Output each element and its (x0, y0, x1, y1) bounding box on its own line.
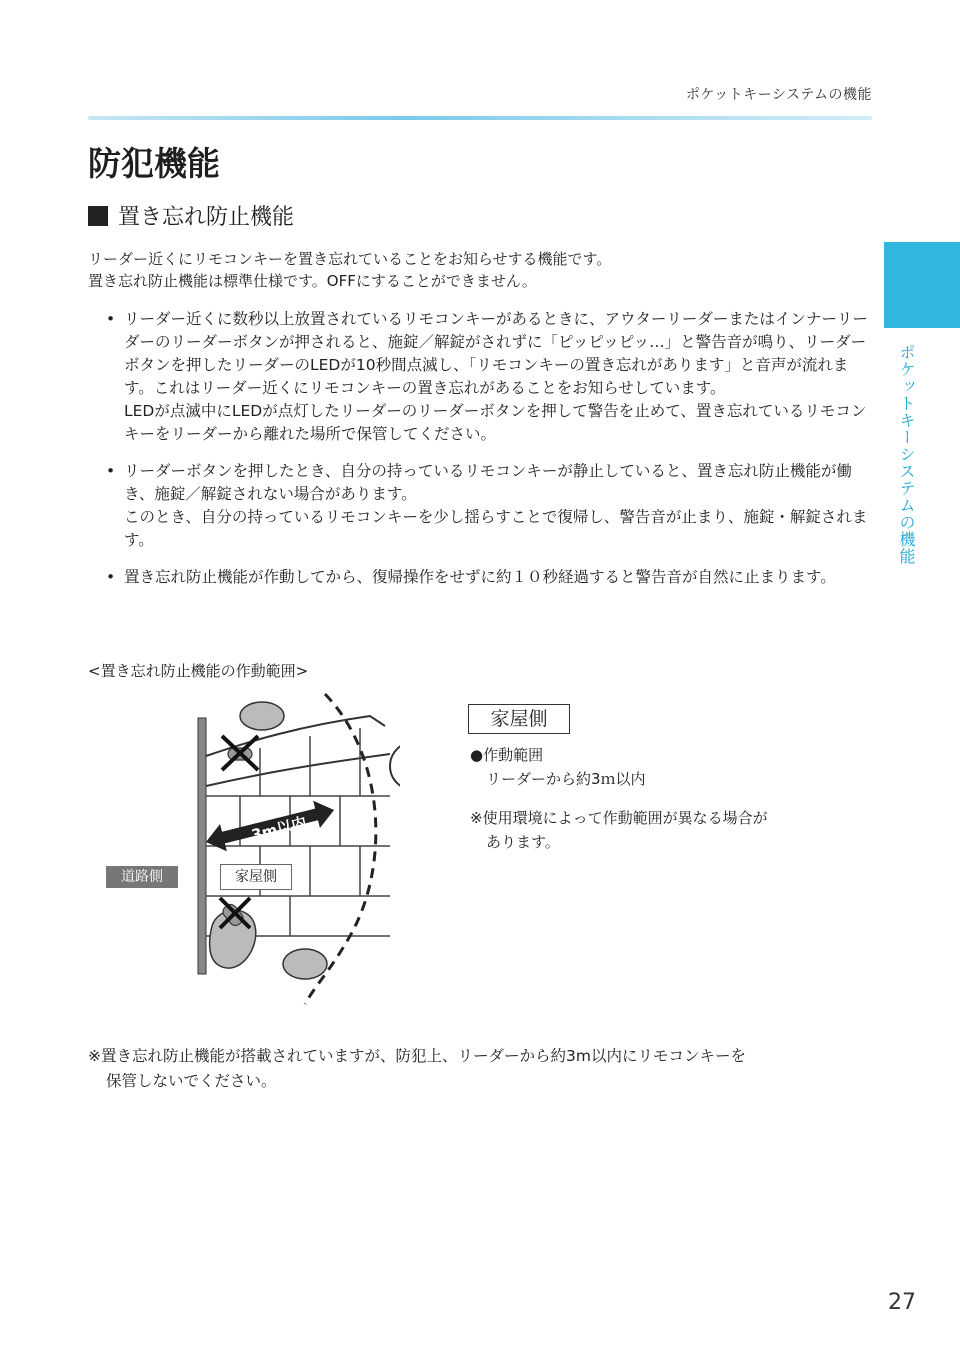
figure-note-line: ※使用環境によって作動範囲が異なる場合が (470, 809, 768, 827)
square-bullet-icon (88, 206, 108, 226)
side-tab-marker (884, 242, 960, 328)
house-side-label: 家屋側 (468, 704, 570, 734)
page-title: 防犯機能 (88, 144, 220, 183)
bullet-paragraph: • 置き忘れ防止機能が作動してから、復帰操作をせずに約１０秒経過すると警告音が自然に止まります。 (124, 568, 836, 586)
remote-key-crossed-icon (222, 736, 258, 770)
running-header: ポケットキーシステムの機能 (685, 87, 872, 103)
section-title-text: 置き忘れ防止機能 (118, 205, 295, 230)
bullet-list (104, 308, 876, 603)
arrow-label: 3m以内 (249, 813, 309, 845)
bottom-note (88, 1044, 888, 1094)
reader-device-icon (390, 742, 400, 790)
side-tab-label: ポケットキーシステムの機能 (897, 344, 916, 565)
bullet-paragraph: このとき、自分の持っているリモコンキーを少し揺らすことで復帰し、警告音が止まり、施錠・解錠されます。 (124, 508, 868, 549)
intro-text (88, 248, 878, 292)
header-rule (88, 116, 872, 120)
page-number: 27 (888, 1290, 916, 1315)
house-side-small-label: 家屋側 (220, 864, 292, 890)
road-side-label: 道路側 (106, 866, 178, 888)
wall-post (198, 718, 206, 974)
stone-icon (240, 702, 284, 730)
bullet-paragraph: LEDが点滅中にLEDが点灯したリーダーのリーダーボタンを押して警告を止めて、置き忘れているリモコンキーをリーダーから離れた場所で保管してください。 (124, 402, 867, 443)
bullet-item (104, 460, 876, 552)
figure-note-line: あります。 (486, 833, 560, 851)
intro-line: リーダー近くにリモコンキーを置き忘れていることをお知らせする機能です。 (88, 250, 612, 268)
range-description: リーダーから約3ｍ以内 (486, 770, 646, 788)
bullet-paragraph: • リーダー近くに数秒以上放置されているリモコンキーがあるときに、アウターリーダーまたはインナーリーダーのリーダーボタンが押されると、施錠／解錠がされずに「ピッピッピッ…」と警告音が鳴り、リーダーボタンを押したリーダーのLEDが10秒間点滅し、「リモコンキーの置き忘れがあります」と音声が流れます。これはリーダー近くにリモコンキーの置き忘れがあることをお知らせしています。 (124, 310, 868, 397)
intro-line: 置き忘れ防止機能は標準仕様です。OFFにすることができません。 (88, 272, 537, 290)
stone-icon (283, 949, 327, 979)
bottom-note-line: ※置き忘れ防止機能が搭載されていますが、防犯上、リーダーから約3m以内にリモコンキーを (88, 1047, 746, 1065)
bottom-note-line: 保管しないでください。 (106, 1072, 277, 1090)
range-diagram (100, 686, 400, 1016)
bullet-item (104, 308, 876, 446)
section-title (88, 200, 294, 231)
figure-note (470, 806, 870, 854)
figure-caption: <置き忘れ防止機能の作動範囲> (88, 662, 309, 680)
bullet-item (104, 566, 876, 589)
bullet-paragraph: • リーダーボタンを押したとき、自分の持っているリモコンキーが静止していると、置き忘れ防止機能が働き、施錠／解錠されない場合があります。 (124, 462, 852, 503)
range-title: ●作動範囲 (470, 746, 544, 764)
